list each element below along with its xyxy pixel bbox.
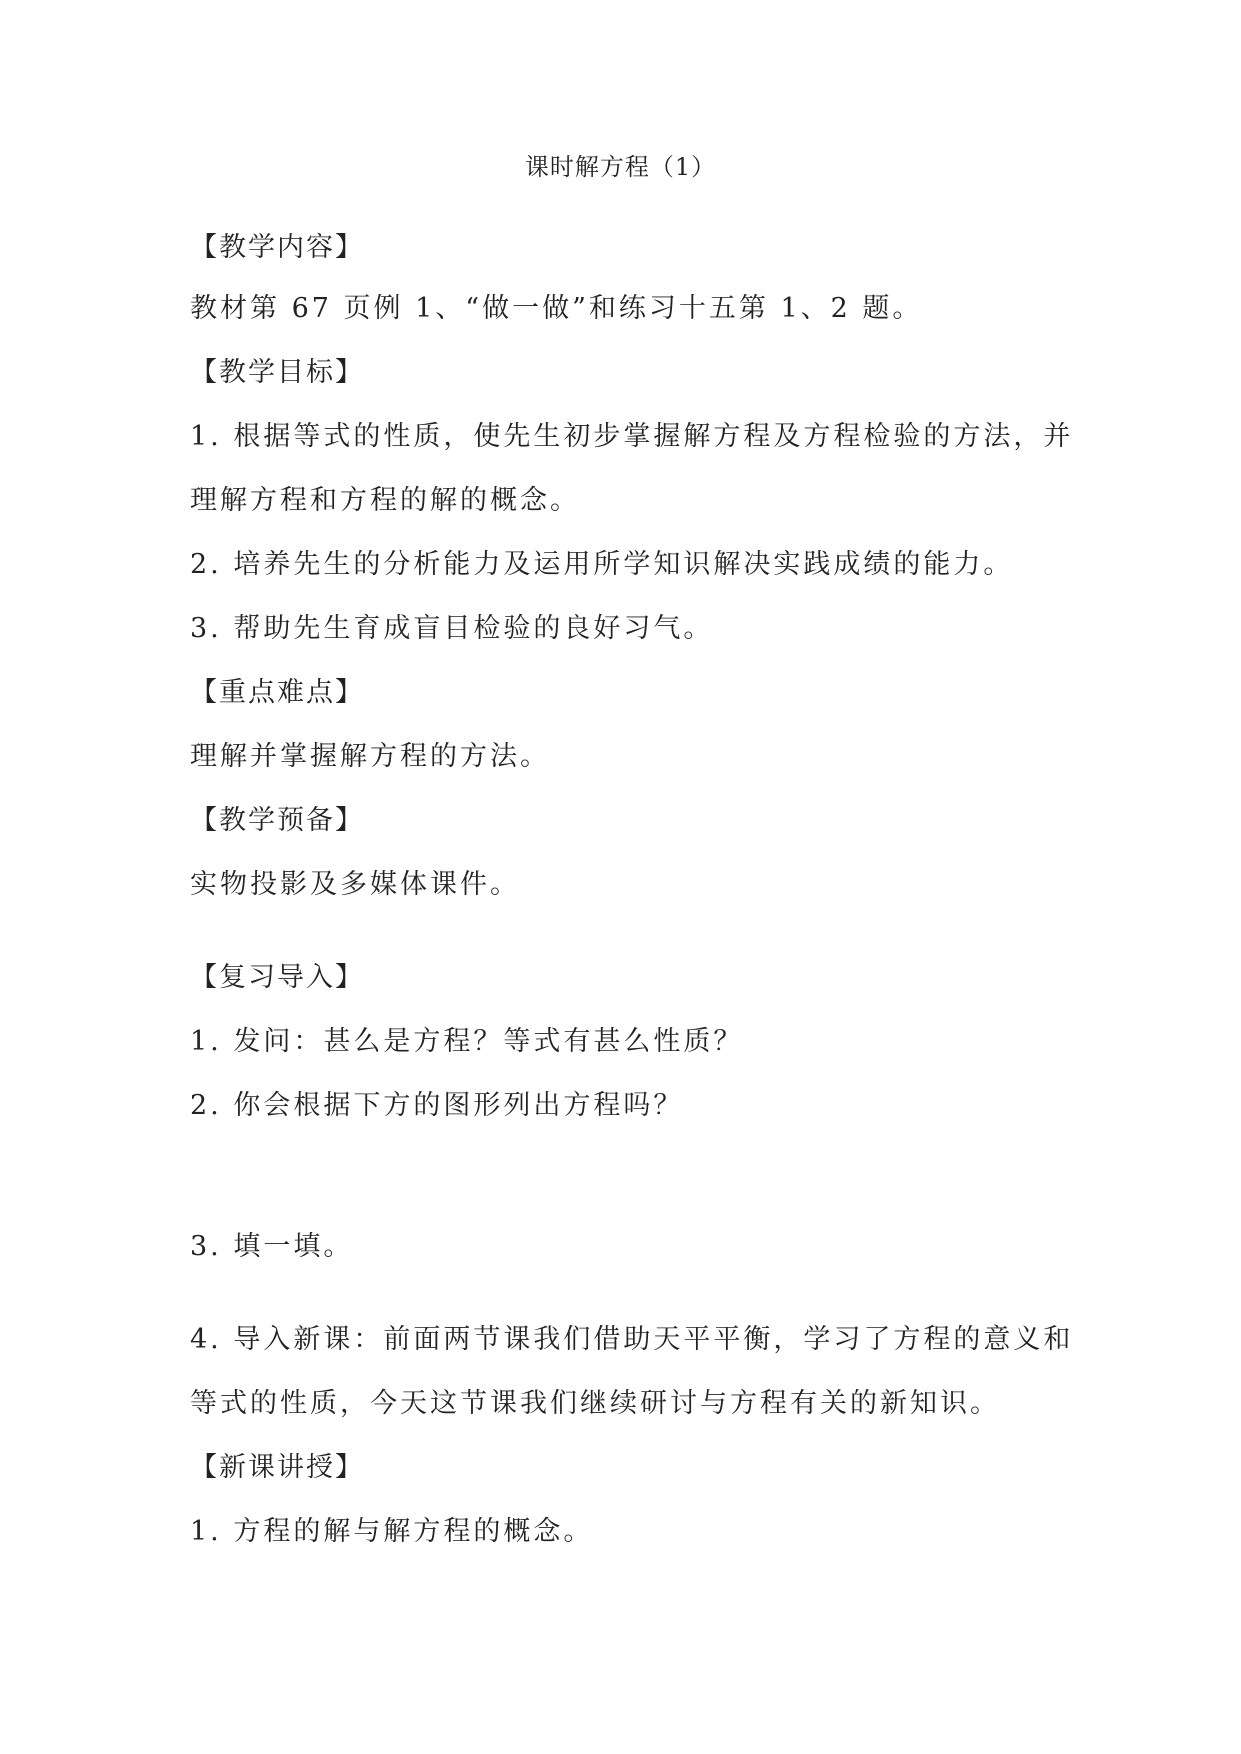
paragraph-review-1: 1. 发问：甚么是方程？等式有甚么性质？ bbox=[190, 1026, 744, 1057]
paragraph-key-points: 理解并掌握解方程的方法。 bbox=[190, 741, 550, 772]
paragraph-preparation: 实物投影及多媒体课件。 bbox=[190, 869, 520, 900]
section-heading-new-lesson: 【新课讲授】 bbox=[190, 1452, 364, 1483]
paragraph-goal-3: 3. 帮助先生育成盲目检验的良好习气。 bbox=[190, 613, 714, 644]
paragraph-review-2: 2. 你会根据下方的图形列出方程吗？ bbox=[190, 1090, 684, 1121]
paragraph-review-4-line-1: 4. 导入新课：前面两节课我们借助天平平衡，学习了方程的意义和 bbox=[190, 1324, 1074, 1355]
paragraph-new-lesson-1: 1. 方程的解与解方程的概念。 bbox=[190, 1516, 594, 1547]
document-title: 课时解方程（1） bbox=[524, 153, 717, 181]
section-heading-teaching-content: 【教学内容】 bbox=[190, 232, 364, 263]
section-heading-teaching-goals: 【教学目标】 bbox=[190, 357, 364, 388]
section-heading-review: 【复习导入】 bbox=[190, 962, 364, 993]
section-heading-preparation: 【教学预备】 bbox=[190, 805, 364, 836]
paragraph-review-3: 3. 填一填。 bbox=[190, 1231, 354, 1262]
paragraph-goal-1-line-1: 1. 根据等式的性质，使先生初步掌握解方程及方程检验的方法，并 bbox=[190, 421, 1074, 452]
paragraph-teaching-content: 教材第 67 页例 1、“做一做”和练习十五第 1、2 题。 bbox=[190, 293, 923, 324]
paragraph-goal-1-line-2: 理解方程和方程的解的概念。 bbox=[190, 485, 580, 516]
paragraph-goal-2: 2. 培养先生的分析能力及运用所学知识解决实践成绩的能力。 bbox=[190, 549, 1014, 580]
section-heading-key-points: 【重点难点】 bbox=[190, 677, 364, 708]
paragraph-review-4-line-2: 等式的性质，今天这节课我们继续研讨与方程有关的新知识。 bbox=[190, 1388, 1000, 1419]
